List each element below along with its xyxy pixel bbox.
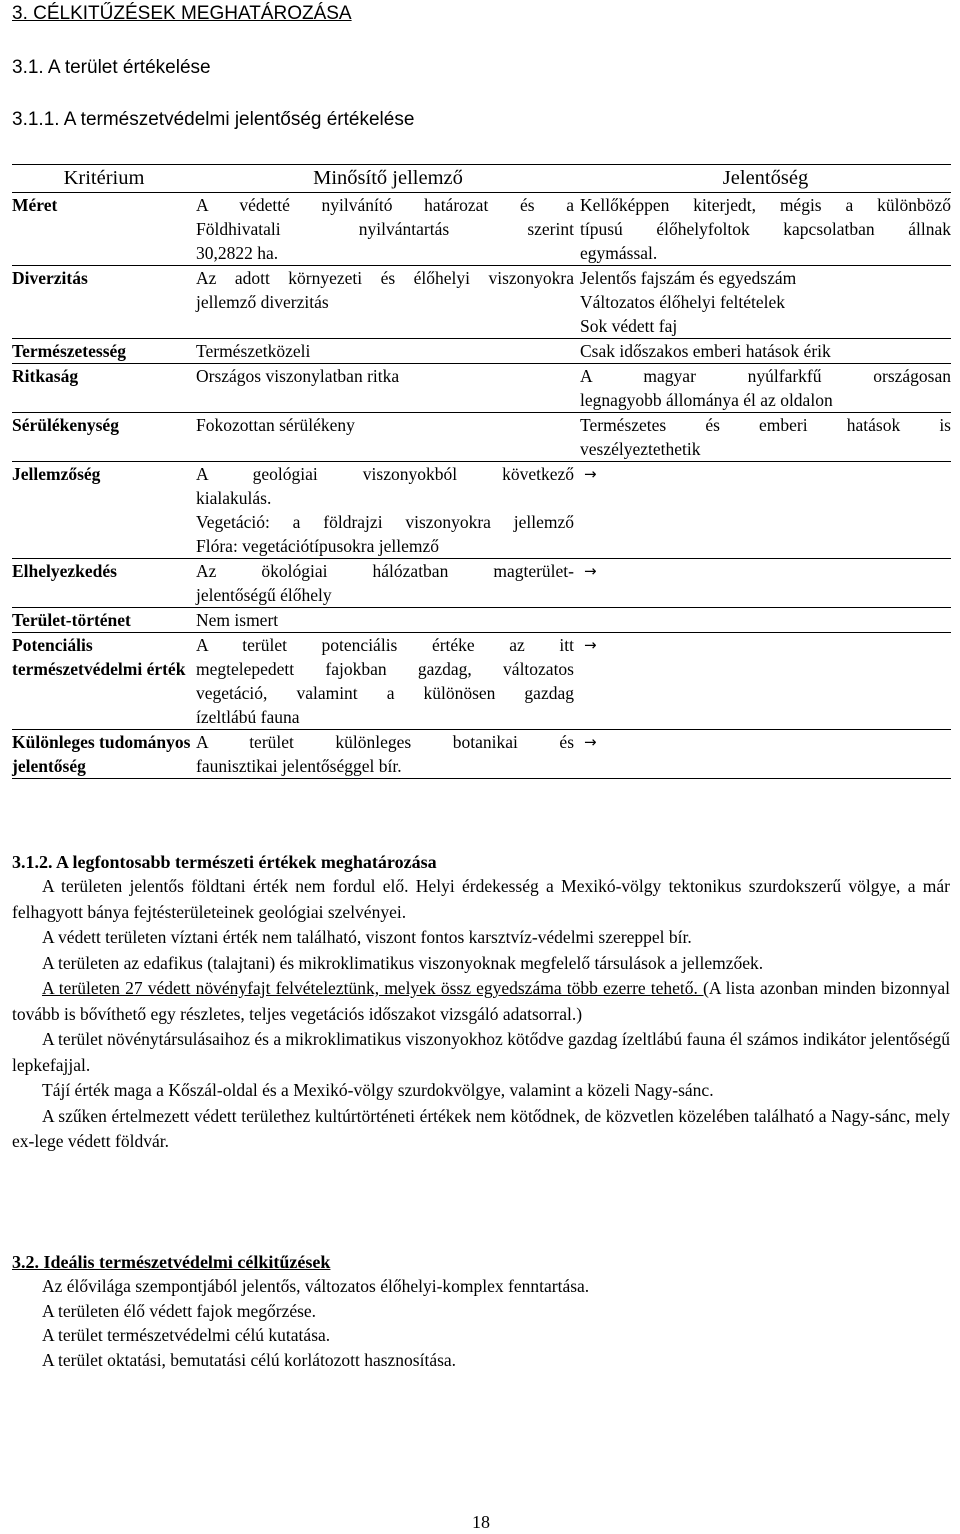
qualifier-cell xyxy=(196,266,580,339)
cell-line: Kellőképpen kiterjedt, mégis a különböző xyxy=(580,195,951,215)
goal-item: A terület oktatási, bemutatási célú korlátozott hasznosítása. xyxy=(42,1349,457,1370)
cell-line: Vegetáció: a földrajzi viszonyokra jellemző xyxy=(196,512,574,532)
cell-line: kialakulás. xyxy=(196,488,272,508)
paragraph: A területen jelentős földtani érték nem fordul elő. Helyi érdekesség a Mexikó-völgy tektonikus szurdokszerű völgye, a már felhagyott bánya fejtésterületeinek geológiai szelvényei. xyxy=(12,876,950,922)
qualifier-cell xyxy=(196,364,580,413)
significance-cell xyxy=(580,266,951,339)
criterion-cell: Sérülékenység xyxy=(12,413,196,462)
significance-cell xyxy=(580,193,951,266)
subsection-heading: 3.1.1. A természetvédelmi jelentőség értékelése xyxy=(12,109,415,130)
cell-line: megtelepedett fajokban gazdag, változatos xyxy=(196,659,574,679)
table-row xyxy=(12,608,951,633)
cell-line: Flóra: vegetációtípusokra jellemző xyxy=(196,536,439,556)
table-row xyxy=(12,193,951,266)
significance-cell xyxy=(580,413,951,462)
header-significance: Jelentőség xyxy=(580,165,951,193)
arrow-right-icon: → xyxy=(584,562,597,580)
section-312 xyxy=(12,850,950,1155)
table-body xyxy=(12,193,951,779)
significance-cell xyxy=(580,608,951,633)
underlined-text: A területen 27 védett növényfajt felvételeztünk, melyek össz egyedszáma több ezerre tehető. ( xyxy=(42,978,709,998)
significance-cell xyxy=(580,462,951,559)
cell-line: egymással. xyxy=(580,243,658,263)
cell-line: Az ökológiai hálózatban magterület- xyxy=(196,561,574,581)
table-row xyxy=(12,559,951,608)
cell-line: Csak időszakos emberi hatások érik xyxy=(580,341,831,361)
cell-line: 30,2822 ha. xyxy=(196,243,279,263)
criterion-cell: Természetesség xyxy=(12,339,196,364)
cell-line: A magyar nyúlfarkfű országosan xyxy=(580,366,951,386)
qualifier-cell xyxy=(196,193,580,266)
table-row xyxy=(12,413,951,462)
cell-line: A geológiai viszonyokból következő xyxy=(196,464,574,484)
section-312-title: 3.1.2. A legfontosabb természeti értékek meghatározása xyxy=(12,852,437,872)
paragraph: A szűken értelmezett védett területhez kultúrtörténeti értékek nem kötődnek, de közvetlen közelében található a Nagy-sánc, mely ex-lege védett földvár. xyxy=(12,1105,950,1151)
cell-line: jelentőségű élőhely xyxy=(196,585,332,605)
cell-line: A terület potenciális értéke az itt xyxy=(196,635,574,655)
table-row xyxy=(12,633,951,730)
goal-item: Az élővilága szempontjából jelentős, változatos élőhelyi-komplex fenntartása. xyxy=(42,1276,590,1296)
cell-line: Sok védett faj xyxy=(580,316,678,336)
criteria-table xyxy=(12,164,951,779)
significance-cell xyxy=(580,633,951,730)
cell-line: Természetes és emberi hatások is xyxy=(580,415,951,435)
criterion-cell: Diverzitás xyxy=(12,266,196,339)
table-row xyxy=(12,462,951,559)
cell-line: Fokozottan sérülékeny xyxy=(196,415,355,435)
qualifier-cell xyxy=(196,462,580,559)
arrow-right-icon: → xyxy=(584,733,597,751)
goal-item: A területen élő védett fajok megőrzése. xyxy=(42,1300,317,1321)
paragraph: A terület növénytársulásaihoz és a mikroklimatikus viszonyokhoz kötődve gazdag ízeltlábú fauna él számos indikátor jelentőségű lepkefajjal. xyxy=(12,1029,950,1075)
criterion-cell: Terület-történet xyxy=(12,608,196,633)
chapter-heading: 3. CÉLKITŰZÉSEK MEGHATÁROZÁSA xyxy=(12,3,352,24)
section-32-title: 3.2. Ideális természetvédelmi célkitűzések xyxy=(12,1252,331,1272)
cell-line: vegetáció, valamint a különösen gazdag xyxy=(196,683,574,703)
cell-line: veszélyeztethetik xyxy=(580,439,701,459)
cell-line: Nem ismert xyxy=(196,610,279,630)
cell-line: jellemző diverzitás xyxy=(196,292,329,312)
table-row xyxy=(12,339,951,364)
paragraph: A területen 27 védett növényfajt felvételeztünk, melyek össz egyedszáma több ezerre tehető. (A lista azonban minden bizonnyal tovább is bővíthető egy részletes, teljes vegetációs időszakot vizsgáló adatsorral.) xyxy=(12,978,950,1024)
qualifier-cell xyxy=(196,413,580,462)
header-criterion: Kritérium xyxy=(12,165,196,193)
cell-line: Földhivatali nyilvántartás szerint xyxy=(196,219,574,239)
cell-line: Változatos élőhelyi feltételek xyxy=(580,292,786,312)
cell-line: A védetté nyilvánító határozat és a xyxy=(196,195,574,215)
criterion-cell: Ritkaság xyxy=(12,364,196,413)
criterion-cell: Méret xyxy=(12,193,196,266)
cell-line: legnagyobb állománya él az oldalon xyxy=(580,390,833,410)
header-qualifier: Minősítő jellemző xyxy=(196,165,580,193)
qualifier-cell xyxy=(196,608,580,633)
table-row xyxy=(12,364,951,413)
goal-item: A terület természetvédelmi célú kutatása. xyxy=(42,1325,331,1345)
arrow-right-icon: → xyxy=(584,636,597,654)
table-header-row xyxy=(12,165,951,193)
significance-cell xyxy=(580,339,951,364)
qualifier-cell xyxy=(196,730,580,779)
criterion-cell: Különleges tudományos jelentőség xyxy=(12,730,196,779)
significance-cell xyxy=(580,559,951,608)
cell-line: Jelentős fajszám és egyedszám xyxy=(580,268,797,288)
qualifier-cell xyxy=(196,339,580,364)
table-row xyxy=(12,730,951,779)
cell-line: faunisztikai jelentőséggel bír. xyxy=(196,756,402,776)
cell-line: típusú élőhelyfoltok kapcsolatban állnak xyxy=(580,219,951,239)
criterion-cell: Elhelyezkedés xyxy=(12,559,196,608)
qualifier-cell xyxy=(196,559,580,608)
cell-line: Az adott környezeti és élőhelyi viszonyokra xyxy=(196,268,574,288)
cell-line: Országos viszonylatban ritka xyxy=(196,366,400,386)
criterion-cell: Potenciális természetvédelmi érték xyxy=(12,633,196,730)
cell-line: Természetközeli xyxy=(196,341,311,361)
paragraph: A területen az edafikus (talajtani) és mikroklimatikus viszonyoknak megfelelő társulások a jellemzőek. xyxy=(42,952,764,973)
section-32 xyxy=(12,1250,950,1372)
paragraph: A védett területen víztani érték nem található, viszont fontos karsztvíz-védelmi szereppel bír. xyxy=(42,927,692,947)
paragraph: Tájí érték maga a Kőszál-oldal és a Mexikó-völgy szurdokvölgye, valamint a közeli Nagy-sánc. xyxy=(42,1080,714,1100)
cell-line: A terület különleges botanikai és xyxy=(196,732,574,752)
page-number: 18 xyxy=(472,1512,490,1532)
qualifier-cell xyxy=(196,633,580,730)
section-heading: 3.1. A terület értékelése xyxy=(12,57,211,78)
arrow-right-icon: → xyxy=(584,465,597,483)
table-row xyxy=(12,266,951,339)
significance-cell xyxy=(580,364,951,413)
significance-cell xyxy=(580,730,951,779)
cell-line: ízeltlábú fauna xyxy=(196,707,300,727)
criterion-cell: Jellemzőség xyxy=(12,462,196,559)
